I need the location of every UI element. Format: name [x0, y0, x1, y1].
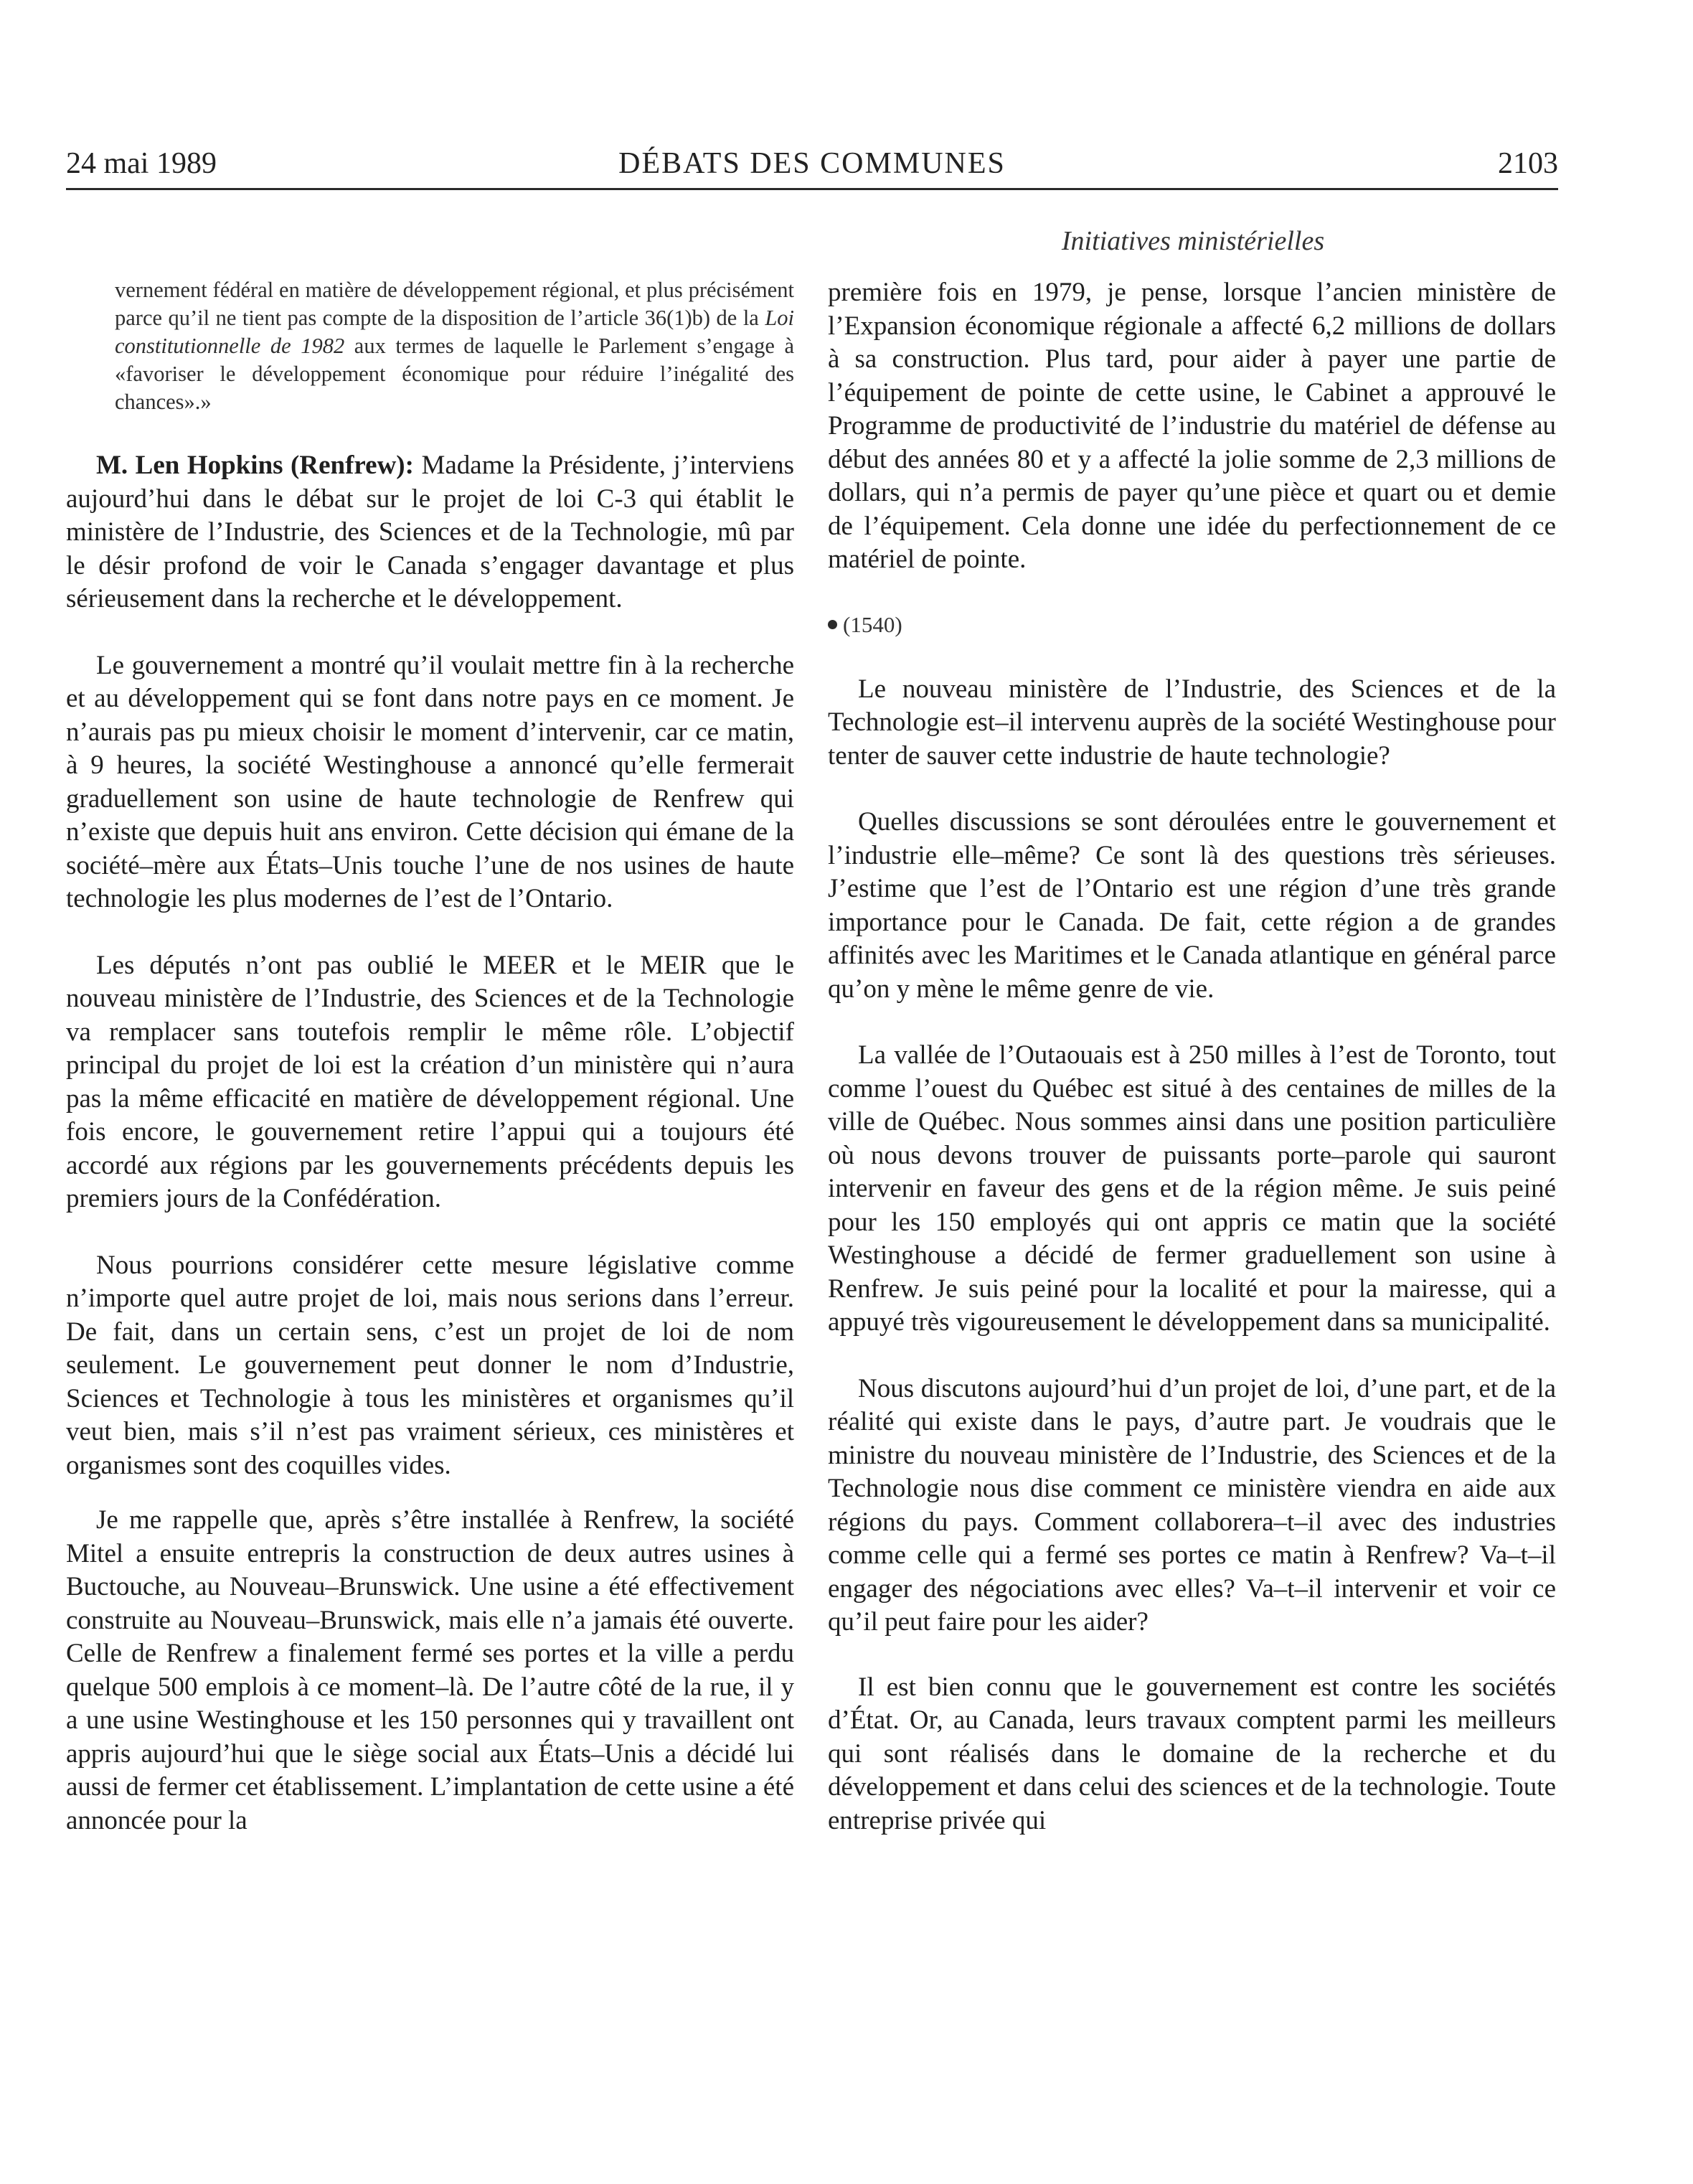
- right-column: [828, 276, 1556, 1837]
- paragraph-2: Le gouvernement a montré qu’il voulait mettre fin à la recherche et au développement qui se font dans notre pays en ce moment. Je n’aurais pas pu mieux choisir le moment d’intervenir, car ce matin, à 9 heures, la société Westinghouse a annoncé qu’elle fermerait graduellement son usine de haute technologie de Renfrew qui n’existe que depuis huit ans environ. Cette décision qui émane de la société–mère aux États–Unis touche l’une de nos usines de haute technologie les plus modernes de l’est de l’Ontario.: [66, 650, 794, 913]
- paragraph-r4: La vallée de l’Outaouais est à 250 milles à l’est de Toronto, tout comme l’ouest du Québec est situé à des centaines de milles de la ville de Québec. Nous sommes ainsi dans une position particulière où nous devons trouver de puissants porte–parole qui sauront intervenir en faveur des gens et de la région même. Je suis peiné pour les 150 employés qui ont appris ce matin que la société Westinghouse a décidé de fermer graduellement son usine à Renfrew. Je suis peiné pour la localité et pour la mairesse, qui a appuyé très vigoureusement le développement dans sa municipalité.: [828, 1040, 1556, 1337]
- header-rule: [66, 188, 1558, 190]
- bullet-icon: [828, 620, 837, 629]
- spacer: [66, 1216, 794, 1249]
- quote-italic-title: Loi constitutionnelle de 1982: [115, 306, 794, 358]
- quote-text-2: aux termes de laquelle le Parlement s’engage à «favoriser le développement économique pour réduire l’inégalité des chances».»: [115, 334, 794, 414]
- paragraph-r3: Quelles discussions se sont déroulées entre le gouvernement et l’industrie elle–même? Ce sont là des questions très sérieuses. J’estime que l’est de l’Ontario est une région d’une très grande importance pour le Canada. De fait, cette région a de grandes affinités avec les Maritimes et le Canada atlantique en général parce qu’on y mène le même genre de vie.: [828, 807, 1556, 1004]
- spacer: [828, 1639, 1556, 1671]
- spacer: [828, 1340, 1556, 1373]
- publication-title: DÉBATS DES COMMUNES: [618, 147, 1006, 180]
- spacer: [828, 641, 1556, 673]
- spacer: [66, 616, 794, 649]
- spacer: [828, 1006, 1556, 1039]
- time-marker: [828, 608, 1556, 641]
- section-label: Initiatives ministérielles: [1061, 226, 1325, 256]
- left-column: [66, 276, 794, 1837]
- header-date: 24 mai 1989: [66, 147, 217, 180]
- page-header: [66, 143, 1558, 189]
- page-number: 2103: [1498, 147, 1558, 180]
- paragraph-r2: Le nouveau ministère de l’Industrie, des Sciences et de la Technologie est–il intervenu auprès de la société Westinghouse pour tenter de sauver cette industrie de haute technologie?: [828, 674, 1556, 771]
- spacer: [66, 416, 794, 449]
- motion-quote: [115, 276, 794, 416]
- speaker-name: M. Len Hopkins (Renfrew):: [96, 451, 414, 480]
- paragraph-r1: première fois en 1979, je pense, lorsque l’ancien ministère de l’Expansion économique régionale a affecté 6,2 millions de dollars à sa construction. Plus tard, pour aider à payer une partie de l’équipement de pointe de cette usine, le Cabinet a approuvé le Programme de productivité de l’industrie du matériel de défense au début des années 80 et y a affecté la jolie somme de 2,3 millions de dollars, qui n’a permis de payer qu’une pièce et quart ou et demie de l’équipement. Cela donne une idée du perfectionnement de ce matériel de pointe.: [828, 278, 1556, 574]
- paragraph-5: Je me rappelle que, après s’être installée à Renfrew, la société Mitel a ensuite entrepris la construction de deux autres usines à Buctouche, au Nouveau–Brunswick. Une usine a été effectivement construite au Nouveau–Brunswick, mais elle n’a jamais été ouverte. Celle de Renfrew a finalement fermé ses portes et la ville a perdu quelque 500 emplois à ce moment–là. De l’autre côté de la rue, il y a une usine Westinghouse et les 150 personnes qui y travaillent ont appris aujourd’hui que le siège social aux États–Unis a décidé lui aussi de fermer cet établissement. L’implantation de cette usine a été annoncée pour la: [66, 1505, 794, 1835]
- paragraph-r6: Il est bien connu que le gouvernement est contre les sociétés d’État. Or, au Canada, leurs travaux comptent parmi les meilleurs qui sont réalisés dans le domaine de la recherche et du développement et dans celui des sciences et de la technologie. Toute entreprise privée qui: [828, 1672, 1556, 1835]
- quote-text-1: vernement fédéral en matière de développement régional, et plus précisément parce qu’il ne tient pas compte de la disposition de l’article 36(1)b) de la: [115, 278, 794, 330]
- paragraph-1-text: Madame la Présidente, j’interviens aujourd’hui dans le débat sur le projet de loi C-3 qui établit le ministère de l’Industrie, des Sciences et de la Technologie, mû par le désir profond de voir le Canada s’engager davantage et plus sérieusement dans la recherche et le développement.: [66, 451, 794, 613]
- paragraph-1: [66, 449, 794, 616]
- spacer: [828, 577, 1556, 608]
- paragraph-4: Nous pourrions considérer cette mesure législative comme n’importe quel autre projet de loi, mais nous serions dans l’erreur. De fait, dans un certain sens, c’est un projet de loi de nom seulement. Le gouvernement peut donner le nom d’Industrie, Sciences et Technologie à tous les ministères et organismes qu’il veut bien, mais s’il n’est pas vraiment sérieux, ces ministères et organismes sont des coquilles vides.: [66, 1250, 794, 1480]
- spacer: [66, 1482, 794, 1504]
- spacer: [828, 773, 1556, 806]
- spacer: [66, 916, 794, 949]
- paragraph-r5: Nous discutons aujourd’hui d’un projet de loi, d’une part, et de la réalité qui existe dans le pays, d’autre part. Je voudrais que le ministre du nouveau ministère de l’Industrie, des Sciences et de la Technologie nous dise comment ce ministère viendra en aide aux régions du pays. Comment collaborera–t–il avec des industries comme celle qui a fermé ses portes ce matin à Renfrew? Va–t–il engager des négociations avec elles? Va–t–il intervenir et voir ce qu’il peut faire pour les aider?: [828, 1373, 1556, 1637]
- paragraph-3: Les députés n’ont pas oublié le MEER et le MEIR que le nouveau ministère de l’Industrie, des Sciences et de la Technologie va remplacer sans toutefois remplir le même rôle. L’objectif principal du projet de loi est la création d’un ministère qui n’aura pas la même efficacité en matière de développement régional. Une fois encore, le gouvernement retire l’appui qui a toujours été accordé aux régions par les gouvernements précédents depuis les premiers jours de la Confédération.: [66, 950, 794, 1213]
- time-marker-text: (1540): [843, 611, 902, 637]
